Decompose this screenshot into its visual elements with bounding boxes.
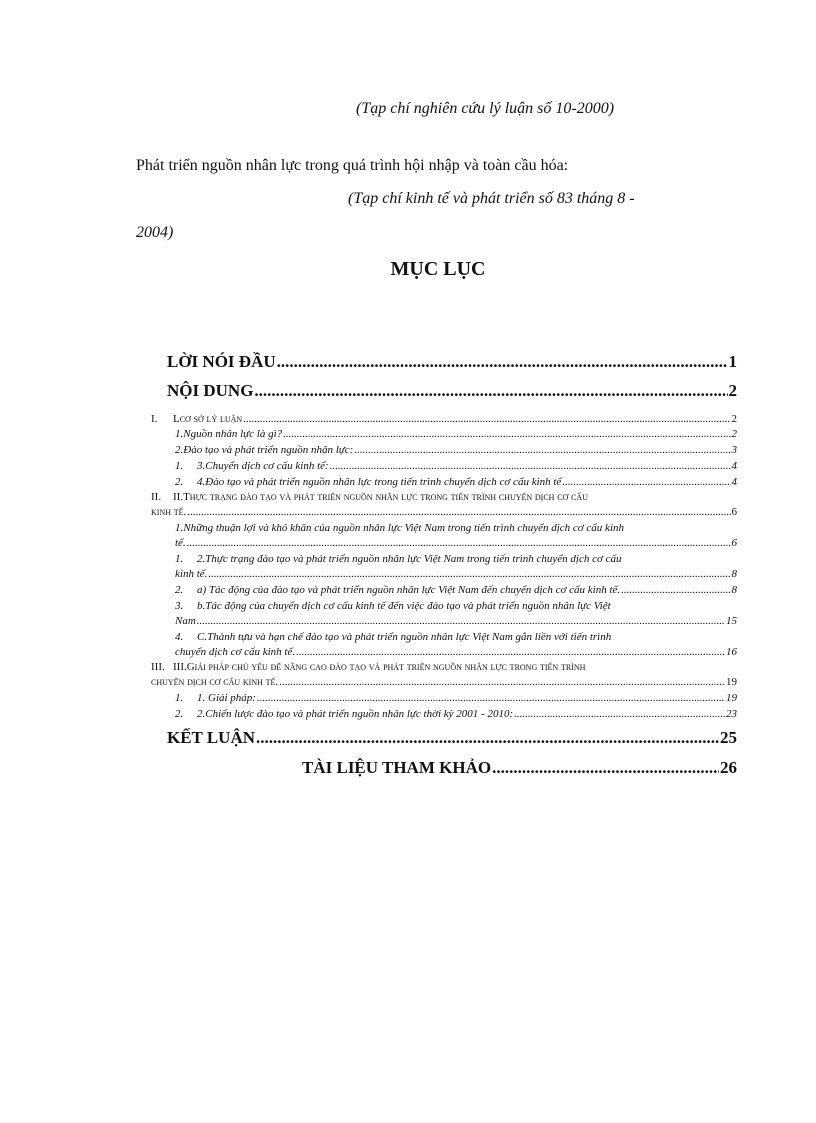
toc-leader bbox=[514, 708, 725, 720]
toc-entry-3-1[interactable] bbox=[175, 692, 737, 704]
toc-entry-section-1[interactable] bbox=[151, 413, 737, 425]
toc-leader bbox=[254, 381, 727, 401]
toc-page-number: 2 bbox=[728, 381, 737, 400]
toc-number: I. bbox=[151, 413, 158, 425]
toc-entry-text: III.Giải pháp chủ yếu để nâng cao đào tạo và phát triển nguồn nhân lực trong tiến trình bbox=[173, 661, 586, 673]
toc-page-number: 8 bbox=[731, 584, 737, 596]
toc-page-number: 23 bbox=[726, 708, 737, 720]
toc-entry-text: 1. Giải pháp: bbox=[197, 692, 256, 704]
toc-page-number: 8 bbox=[731, 568, 737, 580]
toc-entry-text-cont: chuyển dịch cơ cấu kinh tế. bbox=[151, 676, 279, 688]
toc-entry-text: 4.Đào tạo và phát triển nguồn nhân lực trong tiến trình chuyển dịch cơ cấu kinh tế bbox=[197, 476, 562, 488]
toc-page-number: 26 bbox=[720, 758, 737, 777]
toc-leader bbox=[330, 460, 731, 472]
toc-entry-2-a[interactable] bbox=[175, 584, 737, 596]
toc-entry-text-cont: Nam bbox=[175, 615, 196, 627]
toc-leader bbox=[243, 413, 730, 425]
toc-leader bbox=[187, 506, 730, 518]
toc-entry-text: Lcơ sở lý luận bbox=[173, 413, 243, 425]
toc-leader bbox=[197, 615, 725, 627]
toc-page-number: 25 bbox=[720, 728, 737, 747]
toc-entry-text: 3.Chuyển dịch cơ cấu kinh tế: bbox=[197, 460, 329, 472]
toc-entry-noi-dung[interactable] bbox=[167, 381, 737, 401]
toc-entry-text: 2.Chiến lược đào tạo và phát triển nguồn nhân lực thời kỳ 2001 - 2010: bbox=[197, 708, 514, 720]
toc-entry-text: 2.Đào tạo và phát triển nguồn nhân lực: bbox=[175, 444, 354, 456]
toc-entry-text: a) Tác động của đào tạo và phát triển nguồn nhân lực Việt Nam đến chuyển dịch cơ cấu kinh tế. bbox=[197, 584, 621, 596]
toc-page-number: 2 bbox=[731, 428, 737, 440]
toc-number: II. bbox=[151, 491, 162, 503]
toc-number: 4. bbox=[175, 631, 184, 643]
toc-entry-1-1[interactable] bbox=[175, 428, 737, 440]
toc-leader bbox=[256, 728, 719, 748]
toc-page-number: 2 bbox=[731, 413, 737, 425]
toc-entry-2-2[interactable] bbox=[175, 553, 622, 565]
toc-entry-3-2[interactable] bbox=[175, 708, 737, 720]
toc-entry-text: 1.Những thuận lợi và khó khăn của nguồn nhân lực Việt Nam trong tiến trình chuyển dịch cơ cấu kinh bbox=[175, 522, 624, 534]
toc-number: 1. bbox=[175, 460, 184, 472]
toc-entry-text: b.Tác động của chuyển dịch cơ cấu kinh tế đến việc đào tạo và phát triển nguồn nhân lực Việt bbox=[197, 600, 611, 612]
toc-entry-2-2-cont[interactable] bbox=[175, 568, 737, 580]
toc-leader bbox=[208, 568, 730, 580]
toc-entry-1-2[interactable] bbox=[175, 444, 737, 456]
toc-entry-text: C.Thành tựu và hạn chế đào tạo và phát triển nguồn nhân lực Việt Nam gắn liền với tiến trình bbox=[197, 631, 612, 643]
toc-page-number: 19 bbox=[726, 676, 737, 688]
toc-page-number: 4 bbox=[731, 476, 737, 488]
toc-number: 2. bbox=[175, 476, 184, 488]
toc-entry-text-cont: tế. bbox=[175, 537, 186, 549]
toc-entry-loi-noi-dau[interactable] bbox=[167, 352, 737, 372]
toc-leader bbox=[277, 352, 728, 372]
toc-leader bbox=[562, 476, 730, 488]
toc-entry-2-b[interactable] bbox=[175, 600, 611, 612]
toc-entry-2-1[interactable] bbox=[175, 522, 624, 534]
toc-entry-2-b-cont[interactable] bbox=[175, 615, 737, 627]
toc-number: 1. bbox=[175, 692, 184, 704]
toc-entry-text-cont: kinh tế. bbox=[151, 506, 187, 518]
toc-entry-text: 2.Thực trạng đào tạo và phát triển nguồn nhân lực Việt Nam trong tiến trình chuyển dịch cơ cấu bbox=[197, 553, 622, 565]
toc-page-number: 19 bbox=[726, 692, 737, 704]
toc-page-number: 6 bbox=[731, 506, 737, 518]
toc-entry-text-cont: kinh tế. bbox=[175, 568, 208, 580]
toc-page-number: 3 bbox=[731, 444, 737, 456]
toc-number: 2. bbox=[175, 584, 184, 596]
source-citation-2: (Tạp chí kinh tế và phát triển số 83 tháng 8 - bbox=[348, 190, 635, 207]
toc-entry-text: TÀI LIỆU THAM KHẢO bbox=[302, 758, 492, 777]
toc-leader bbox=[279, 676, 725, 688]
toc-leader bbox=[492, 758, 719, 778]
toc-entry-2-c[interactable] bbox=[175, 631, 611, 643]
toc-entry-text: II.Thực trạng đào tạo và phát triển nguồn nhân lực trong tiến trình chuyển dịch cơ cấu bbox=[173, 491, 588, 503]
toc-entry-section-2[interactable] bbox=[151, 491, 588, 503]
toc-page-number: 16 bbox=[726, 646, 737, 658]
toc-leader bbox=[187, 537, 731, 549]
toc-entry-1-3[interactable] bbox=[175, 460, 737, 472]
toc-title: MỤC LỤC bbox=[390, 258, 486, 280]
toc-page-number: 4 bbox=[731, 460, 737, 472]
toc-entry-text-cont: chuyển dịch cơ cấu kinh tế. bbox=[175, 646, 296, 658]
toc-entry-2-c-cont[interactable] bbox=[175, 646, 737, 658]
toc-entry-text: KẾT LUẬN bbox=[167, 728, 256, 747]
source-citation-1: (Tạp chí nghiên cứu lý luận số 10-2000) bbox=[356, 100, 615, 117]
toc-entry-section-3-cont[interactable] bbox=[151, 676, 737, 688]
toc-entry-ket-luan[interactable] bbox=[167, 728, 737, 748]
toc-leader bbox=[354, 444, 730, 456]
source-heading: Phát triển nguồn nhân lực trong quá trình hội nhập và toàn cầu hóa: bbox=[136, 157, 569, 174]
toc-entry-1-4[interactable] bbox=[175, 476, 737, 488]
toc-entry-section-2-cont[interactable] bbox=[151, 506, 737, 518]
toc-entry-2-1-cont[interactable] bbox=[175, 537, 737, 549]
source-citation-2-cont: 2004) bbox=[136, 224, 174, 241]
toc-entry-tai-lieu[interactable] bbox=[302, 758, 737, 778]
toc-page-number: 15 bbox=[726, 615, 737, 627]
toc-number: 2. bbox=[175, 708, 184, 720]
toc-number: 1. bbox=[175, 553, 184, 565]
toc-entry-text: NỘI DUNG bbox=[167, 381, 254, 400]
toc-entry-text: 1.Nguồn nhân lực là gì? bbox=[175, 428, 283, 440]
toc-number: 3. bbox=[175, 600, 184, 612]
toc-number: III. bbox=[151, 661, 165, 673]
toc-entry-text: LỜI NÓI ĐẦU bbox=[167, 352, 276, 371]
toc-leader bbox=[296, 646, 725, 658]
toc-leader bbox=[621, 584, 730, 596]
toc-leader bbox=[283, 428, 730, 440]
toc-page-number: 6 bbox=[731, 537, 737, 549]
toc-page-number: 1 bbox=[728, 352, 737, 371]
toc-entry-section-3[interactable] bbox=[151, 661, 585, 673]
toc-leader bbox=[257, 692, 725, 704]
